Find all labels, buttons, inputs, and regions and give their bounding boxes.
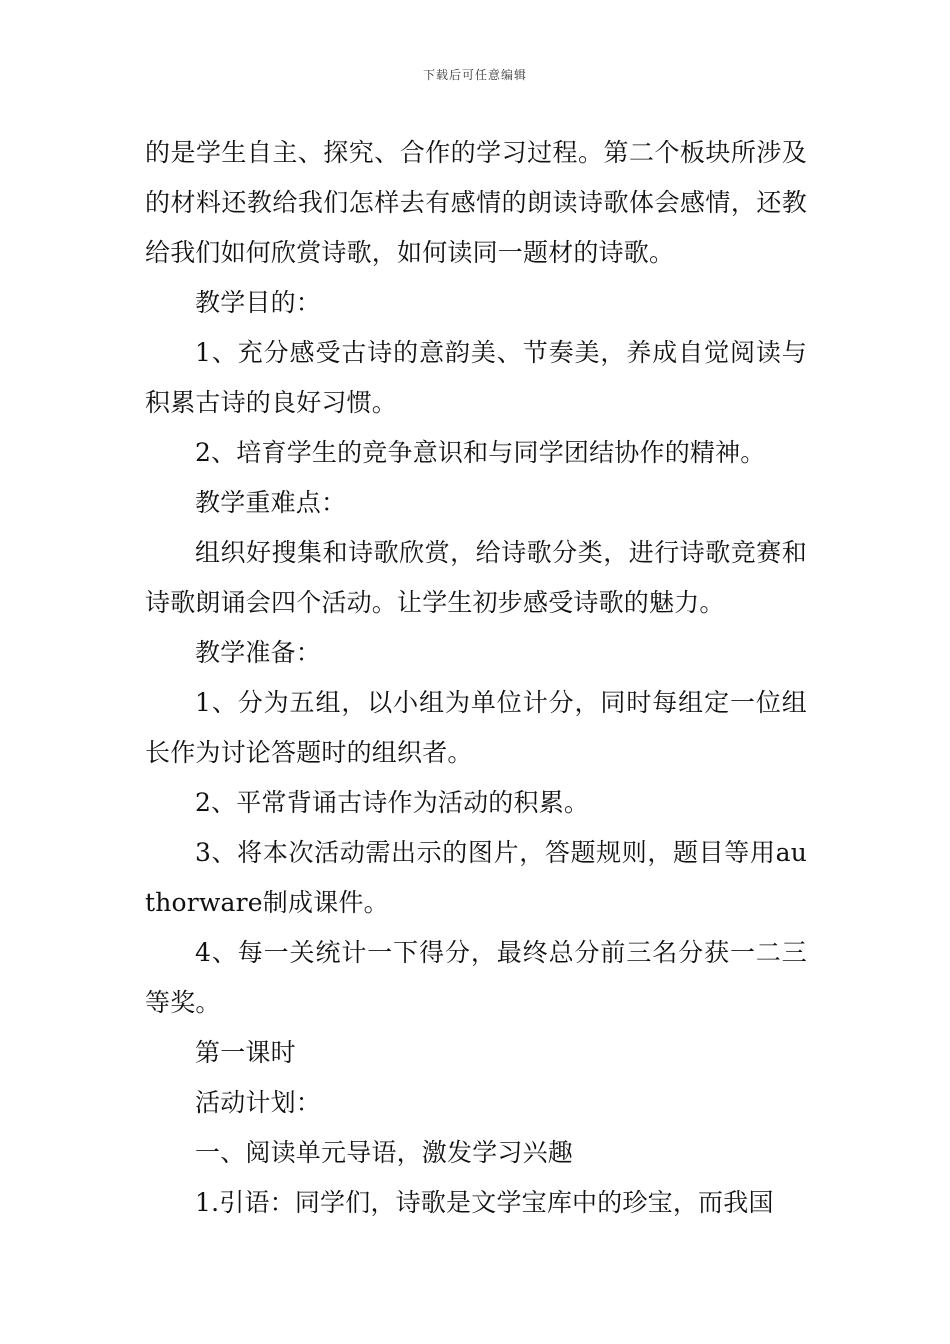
list-item: 4、每一关统计一下得分，最终总分前三名分获一二三等奖。	[145, 938, 807, 1017]
section-heading: 一、阅读单元导语，激发学习兴趣	[195, 1138, 574, 1167]
paragraph: 组织好搜集和诗歌欣赏，给诗歌分类，进行诗歌竞赛和诗歌朗诵会四个活动。让学生初步感受诗歌的魅力。	[145, 538, 807, 617]
section-heading: 活动计划：	[195, 1088, 322, 1117]
list-item: 2、平常背诵古诗作为活动的积累。	[195, 788, 590, 817]
section-heading: 教学重难点：	[195, 488, 347, 517]
list-item: 1、充分感受古诗的意韵美、节奏美，养成自觉阅读与积累古诗的良好习惯。	[145, 338, 807, 417]
list-item: 3、将本次活动需出示的图片，答题规则，题目等用authorware制成课件。	[145, 838, 807, 917]
section-heading: 教学目的：	[195, 288, 322, 317]
list-item: 1、分为五组，以小组为单位计分，同时每组定一位组长作为讨论答题时的组织者。	[145, 688, 807, 767]
paragraph: 的是学生自主、探究、合作的学习过程。第二个板块所涉及的材料还教给我们怎样去有感情的朗读诗歌体会感情，还教给我们如何欣赏诗歌，如何读同一题材的诗歌。	[145, 138, 807, 267]
list-item: 2、培育学生的竞争意识和与同学团结协作的精神。	[195, 438, 766, 467]
list-item: 1.引语：同学们，诗歌是文学宝库中的珍宝，而我国	[195, 1188, 774, 1217]
document-body	[145, 128, 807, 1228]
header-note: 下载后可任意编辑	[422, 68, 527, 82]
section-heading: 第一课时	[195, 1038, 296, 1067]
section-heading: 教学准备：	[195, 638, 322, 667]
